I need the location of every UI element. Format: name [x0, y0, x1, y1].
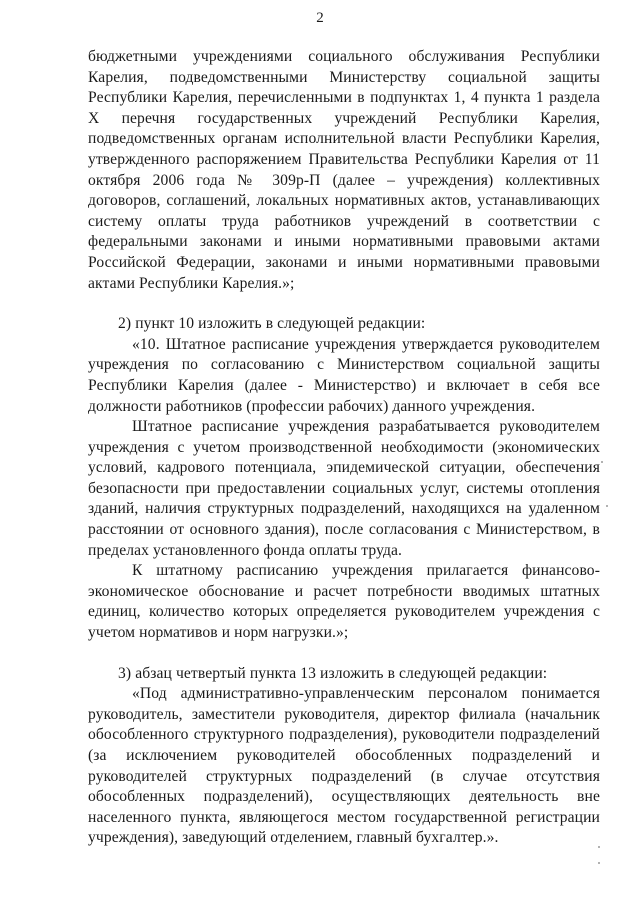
page-number: 2 — [316, 10, 324, 26]
paragraph-continuation: бюджетными учреждениями социального обслуживания Республики Карелия, подведомственными Министерству социальной защиты Республики Карелия, перечисленными в подпунктах 1, 4 пункта 1 раздела X перечня государственных учреждений Республики Карелия, подведомственных органам исполнительной власти Республики Карелия, утвержденного распоряжением Правительства Республики Карелия от 11 октября 2006 года № 309р-П (далее – учреждения) коллективных договоров, соглашений, локальных нормативных актов, устанавливающих систему оплаты труда работников учреждений в соответствии с федеральными законами и иными нормативными правовыми актами Российской Федерации, законами и иными нормативными правовыми актами Республики Карелия.»; — [88, 48, 600, 292]
paragraph-gap — [88, 294, 600, 314]
item-2-staffing-attachment: К штатному расписанию учреждения прилагается финансово-экономическое обоснование и расчет потребности вводимых штатных единиц, количество которых определяется руководителем учреждения с учетом нормативов и норм нагрузки.»; — [88, 562, 600, 642]
item-3-admin-staff-definition: «Под административно-управленческим персоналом понимается руководитель, заместители руководителя, директор филиала (начальник обособленного структурного подразделения), руководители подразделений (за исключением руководителей обособленных подразделений и руководителей структурных подразделений (в случае отсутствия обособленных подразделений), осуществляющих деятельность вне населенного пункта, являющегося местом государственной регистрации учреждения), заведующий отделением, главный бухгалтер.». — [88, 685, 600, 847]
item-2-heading: 2) пункт 10 изложить в следующей редакции: — [118, 315, 426, 333]
scan-artifact — [606, 505, 608, 507]
paragraph-gap — [88, 644, 600, 664]
item-2-clause-10: «10. Штатное расписание учреждения утверждается руководителем учреждения по согласованию с Министерством социальной защиты Республики Карелия (далее - Министерство) и включает в себя все должности работников (профессии рабочих) данного учреждения. — [88, 335, 600, 415]
document-body — [88, 47, 600, 849]
item-3-heading: 3) абзац четвертый пункта 13 изложить в следующей редакции: — [118, 664, 548, 682]
item-2-staffing-development: Штатное расписание учреждения разрабатывается руководителем учреждения с учетом производственной необходимости (экономических условий, кадрового потенциала, эпидемической ситуации, обеспечения безопасности при предоставлении социальных услуг, системы отопления зданий, наличия структурных подразделений, находящихся на удаленном расстоянии от основного здания), после согласования с Министерством, в пределах установленного фонда оплаты труда. — [88, 418, 600, 559]
scan-artifact — [598, 846, 600, 848]
scan-artifact — [601, 461, 603, 463]
scan-artifact — [598, 862, 600, 864]
